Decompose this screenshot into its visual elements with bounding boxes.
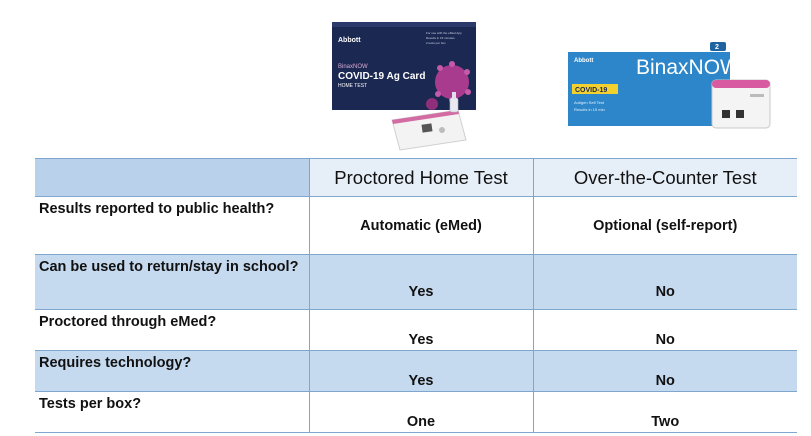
table-row bbox=[35, 351, 797, 392]
svg-text:Results in 15 min: Results in 15 min bbox=[574, 107, 605, 112]
test-card-image bbox=[392, 110, 466, 150]
table-row bbox=[35, 392, 797, 433]
header-over-the-counter-test: Over-the-Counter Test bbox=[533, 159, 797, 197]
svg-text:Antigen Self Test: Antigen Self Test bbox=[574, 100, 604, 105]
svg-text:COVID-19: COVID-19 bbox=[575, 87, 608, 94]
table-header-row bbox=[35, 159, 797, 197]
header-blank-cell bbox=[35, 159, 309, 197]
row-question: Proctored through eMed? bbox=[35, 310, 309, 351]
row-question: Requires technology? bbox=[35, 351, 309, 392]
row-otc-value: No bbox=[533, 255, 797, 310]
row-proctored-value: Yes bbox=[309, 255, 533, 310]
row-otc-value: No bbox=[533, 351, 797, 392]
row-proctored-value: Yes bbox=[309, 351, 533, 392]
box-front bbox=[568, 40, 730, 126]
row-proctored-value: One bbox=[309, 392, 533, 433]
row-question: Can be used to return/stay in school? bbox=[35, 255, 309, 310]
abbott-logo: Abbott bbox=[574, 58, 594, 64]
svg-text:For use with the eMed App: For use with the eMed App bbox=[426, 31, 462, 35]
binaxnow-home-test-box-image bbox=[330, 20, 478, 152]
row-proctored-value: Yes bbox=[309, 310, 533, 351]
svg-text:HOME TEST: HOME TEST bbox=[338, 83, 368, 89]
row-question: Results reported to public health? bbox=[35, 197, 309, 255]
row-otc-value: Two bbox=[533, 392, 797, 433]
table-row bbox=[35, 197, 797, 255]
row-otc-value: No bbox=[533, 310, 797, 351]
table-row bbox=[35, 255, 797, 310]
svg-text:BinaxNOW: BinaxNOW bbox=[338, 64, 368, 70]
header-proctored-home-test: Proctored Home Test bbox=[309, 159, 533, 197]
comparison-table bbox=[35, 158, 797, 433]
binaxnow-otc-test-box-image bbox=[566, 36, 772, 132]
row-proctored-value: Automatic (eMed) bbox=[309, 197, 533, 255]
row-question: Tests per box? bbox=[35, 392, 309, 433]
row-otc-value: Optional (self-report) bbox=[533, 197, 797, 255]
binaxnow-brand: BinaxNOW bbox=[636, 56, 740, 79]
test-card-package-image bbox=[712, 80, 770, 128]
abbott-logo: Abbott bbox=[338, 37, 361, 44]
svg-text:COVID-19 Ag Card: COVID-19 Ag Card bbox=[338, 71, 426, 82]
svg-text:2: 2 bbox=[715, 44, 719, 51]
table-row bbox=[35, 310, 797, 351]
svg-text:2 tests per box: 2 tests per box bbox=[426, 41, 446, 45]
svg-text:Results in 15 minutes: Results in 15 minutes bbox=[426, 36, 455, 40]
